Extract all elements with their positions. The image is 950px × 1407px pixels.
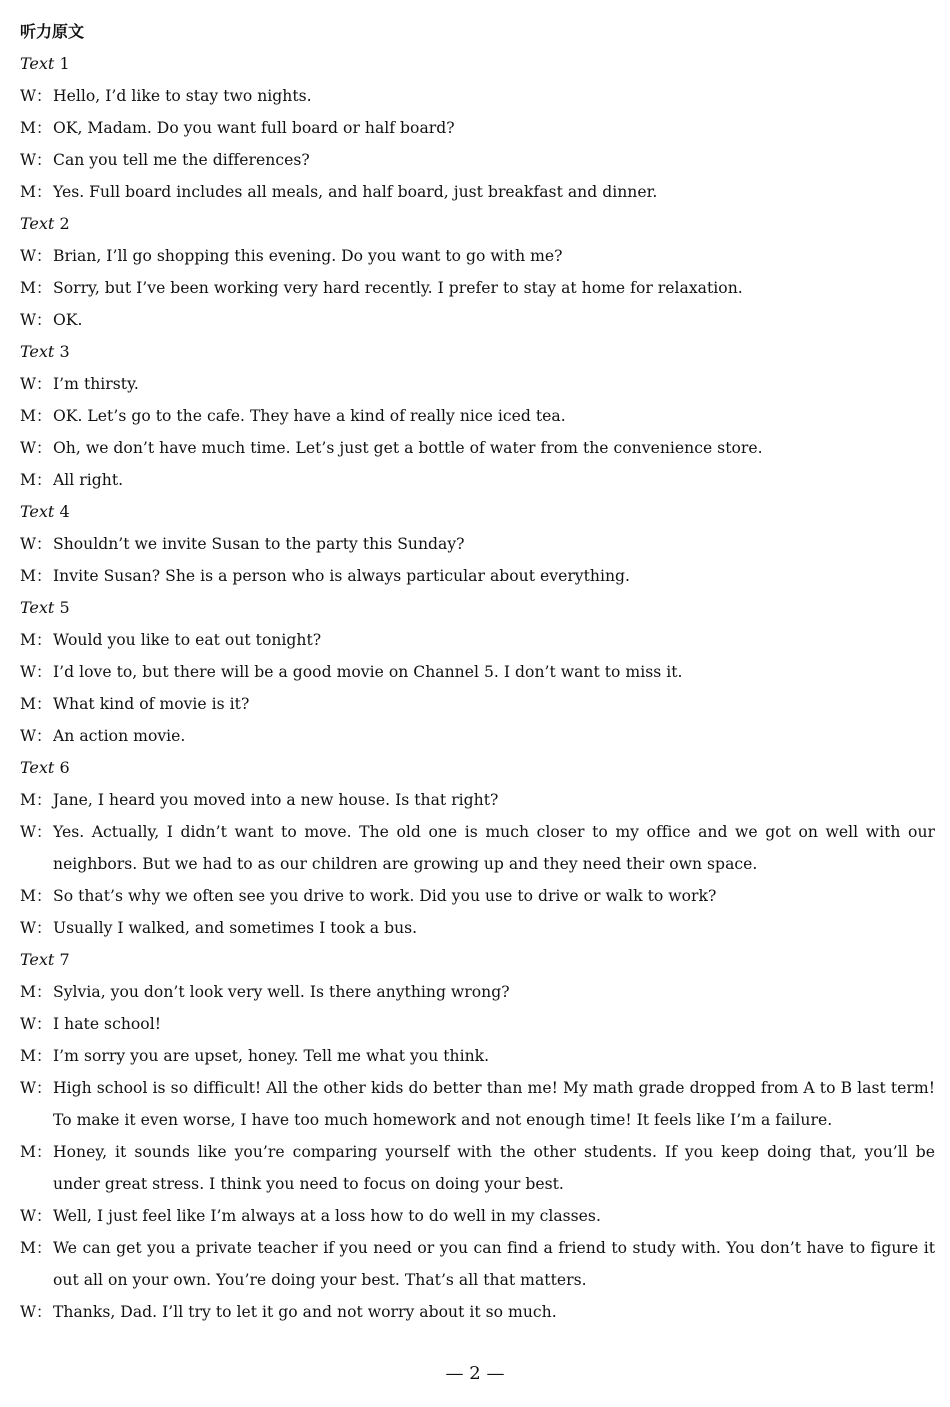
dialogue-line	[20, 688, 935, 720]
dialogue-line	[20, 1232, 935, 1296]
dialogue-text: Jane, I heard you moved into a new house. Is that right?	[53, 791, 499, 809]
speaker-label: M：	[20, 791, 52, 809]
speaker-label: W：	[20, 1015, 52, 1033]
dialogue-text: Oh, we don’t have much time. Let’s just get a bottle of water from the convenience store.	[53, 439, 763, 457]
dialogue-text: Well, I just feel like I’m always at a loss how to do well in my classes.	[53, 1207, 601, 1225]
dialogue-text: Invite Susan? She is a person who is always particular about everything.	[53, 567, 631, 585]
dialogue-line	[20, 112, 935, 144]
dialogue-line	[20, 816, 935, 880]
speaker-label: W：	[20, 919, 52, 937]
dialogue-text: We can get you a private teacher if you need or you can find a friend to study with. You don’t have to figure it out all on your own. You’re doing your best. That’s all that matters.	[53, 1239, 935, 1289]
section-number: 6	[59, 758, 70, 777]
section-heading	[20, 592, 935, 624]
speaker-label: W：	[20, 1079, 52, 1097]
speaker-label: M：	[20, 183, 52, 201]
dialogue-text: Sylvia, you don’t look very well. Is there anything wrong?	[53, 983, 510, 1001]
speaker-label: M：	[20, 567, 52, 585]
dialogue-line	[20, 1008, 935, 1040]
page-number: — 2 —	[445, 1363, 505, 1384]
speaker-label: M：	[20, 983, 52, 1001]
dialogue-text: Can you tell me the differences?	[53, 151, 310, 169]
section-label: Text	[20, 950, 55, 969]
speaker-label: M：	[20, 695, 52, 713]
dialogue-line	[20, 176, 935, 208]
section-number: 7	[59, 950, 70, 969]
dialogue-line	[20, 1136, 935, 1200]
section-heading	[20, 752, 935, 784]
speaker-label: W：	[20, 1207, 52, 1225]
section-label: Text	[20, 54, 55, 73]
dialogue-line	[20, 720, 935, 752]
dialogue-line	[20, 304, 935, 336]
dialogue-line	[20, 240, 935, 272]
speaker-label: M：	[20, 407, 52, 425]
dialogue-line	[20, 272, 935, 304]
section-label: Text	[20, 214, 55, 233]
dialogue-line	[20, 464, 935, 496]
dialogue-line	[20, 1040, 935, 1072]
dialogue-line	[20, 656, 935, 688]
dialogue-text: Brian, I’ll go shopping this evening. Do you want to go with me?	[53, 247, 563, 265]
dialogue-text: OK.	[53, 311, 83, 329]
section-label: Text	[20, 342, 55, 361]
dialogue-line	[20, 80, 935, 112]
dialogue-text: Shouldn’t we invite Susan to the party this Sunday?	[53, 535, 465, 553]
section-number: 5	[59, 598, 70, 617]
speaker-label: W：	[20, 247, 52, 265]
speaker-label: M：	[20, 1047, 52, 1065]
speaker-label: W：	[20, 439, 52, 457]
speaker-label: W：	[20, 87, 52, 105]
speaker-label: W：	[20, 823, 52, 841]
speaker-label: M：	[20, 631, 52, 649]
transcript-page	[20, 16, 935, 1328]
section-number: 1	[59, 54, 70, 73]
speaker-label: W：	[20, 727, 52, 745]
section-heading	[20, 48, 935, 80]
dialogue-line	[20, 368, 935, 400]
speaker-label: M：	[20, 1143, 52, 1161]
dialogue-line	[20, 528, 935, 560]
speaker-label: M：	[20, 471, 52, 489]
dialogue-line	[20, 624, 935, 656]
dialogue-text: An action movie.	[53, 727, 186, 745]
dialogue-text: I’m thirsty.	[53, 375, 139, 393]
dialogue-line	[20, 1200, 935, 1232]
section-number: 4	[59, 502, 70, 521]
speaker-label: M：	[20, 119, 52, 137]
dialogue-line	[20, 880, 935, 912]
dialogue-text: I hate school!	[53, 1015, 161, 1033]
section-label: Text	[20, 598, 55, 617]
speaker-label: M：	[20, 279, 52, 297]
speaker-label: M：	[20, 887, 52, 905]
dialogue-text: Sorry, but I’ve been working very hard recently. I prefer to stay at home for relaxation.	[53, 279, 743, 297]
dialogue-text: Would you like to eat out tonight?	[53, 631, 322, 649]
dialogue-line	[20, 976, 935, 1008]
dialogue-text: OK. Let’s go to the cafe. They have a kind of really nice iced tea.	[53, 407, 566, 425]
section-number: 3	[59, 342, 70, 361]
dialogue-line	[20, 144, 935, 176]
section-heading	[20, 208, 935, 240]
dialogue-text: I’m sorry you are upset, honey. Tell me what you think.	[53, 1047, 490, 1065]
page-heading: 听力原文	[20, 22, 85, 41]
speaker-label: W：	[20, 1303, 52, 1321]
dialogue-line	[20, 1296, 935, 1328]
section-label: Text	[20, 502, 55, 521]
dialogue-text: So that’s why we often see you drive to work. Did you use to drive or walk to work?	[53, 887, 717, 905]
dialogue-line	[20, 784, 935, 816]
speaker-label: M：	[20, 1239, 52, 1257]
dialogue-line	[20, 1072, 935, 1136]
dialogue-text: What kind of movie is it?	[53, 695, 250, 713]
transcript-sections	[20, 48, 935, 1328]
dialogue-text: OK, Madam. Do you want full board or half board?	[53, 119, 455, 137]
section-heading	[20, 496, 935, 528]
dialogue-line	[20, 432, 935, 464]
dialogue-line	[20, 560, 935, 592]
dialogue-line	[20, 400, 935, 432]
dialogue-text: I’d love to, but there will be a good movie on Channel 5. I don’t want to miss it.	[53, 663, 683, 681]
dialogue-text: Hello, I’d like to stay two nights.	[53, 87, 312, 105]
section-heading	[20, 336, 935, 368]
speaker-label: W：	[20, 375, 52, 393]
section-label: Text	[20, 758, 55, 777]
dialogue-text: Usually I walked, and sometimes I took a bus.	[53, 919, 418, 937]
dialogue-text: All right.	[53, 471, 124, 489]
section-number: 2	[59, 214, 70, 233]
dialogue-text: Honey, it sounds like you’re comparing yourself with the other students. If you keep doing that, you’ll be under great stress. I think you need to focus on doing your best.	[53, 1143, 935, 1193]
dialogue-text: Yes. Full board includes all meals, and half board, just breakfast and dinner.	[53, 183, 658, 201]
speaker-label: W：	[20, 311, 52, 329]
dialogue-line	[20, 912, 935, 944]
dialogue-text: Yes. Actually, I didn’t want to move. The old one is much closer to my office and we got on well with our neighbors. But we had to as our children are growing up and they need their own space.	[53, 823, 935, 873]
speaker-label: W：	[20, 535, 52, 553]
section-heading	[20, 944, 935, 976]
speaker-label: W：	[20, 151, 52, 169]
speaker-label: W：	[20, 663, 52, 681]
dialogue-text: Thanks, Dad. I’ll try to let it go and not worry about it so much.	[53, 1303, 557, 1321]
dialogue-text: High school is so difficult! All the other kids do better than me! My math grade dropped from A to B last term! To make it even worse, I have too much homework and not enough time! It feels like I’m a failure.	[53, 1079, 935, 1129]
